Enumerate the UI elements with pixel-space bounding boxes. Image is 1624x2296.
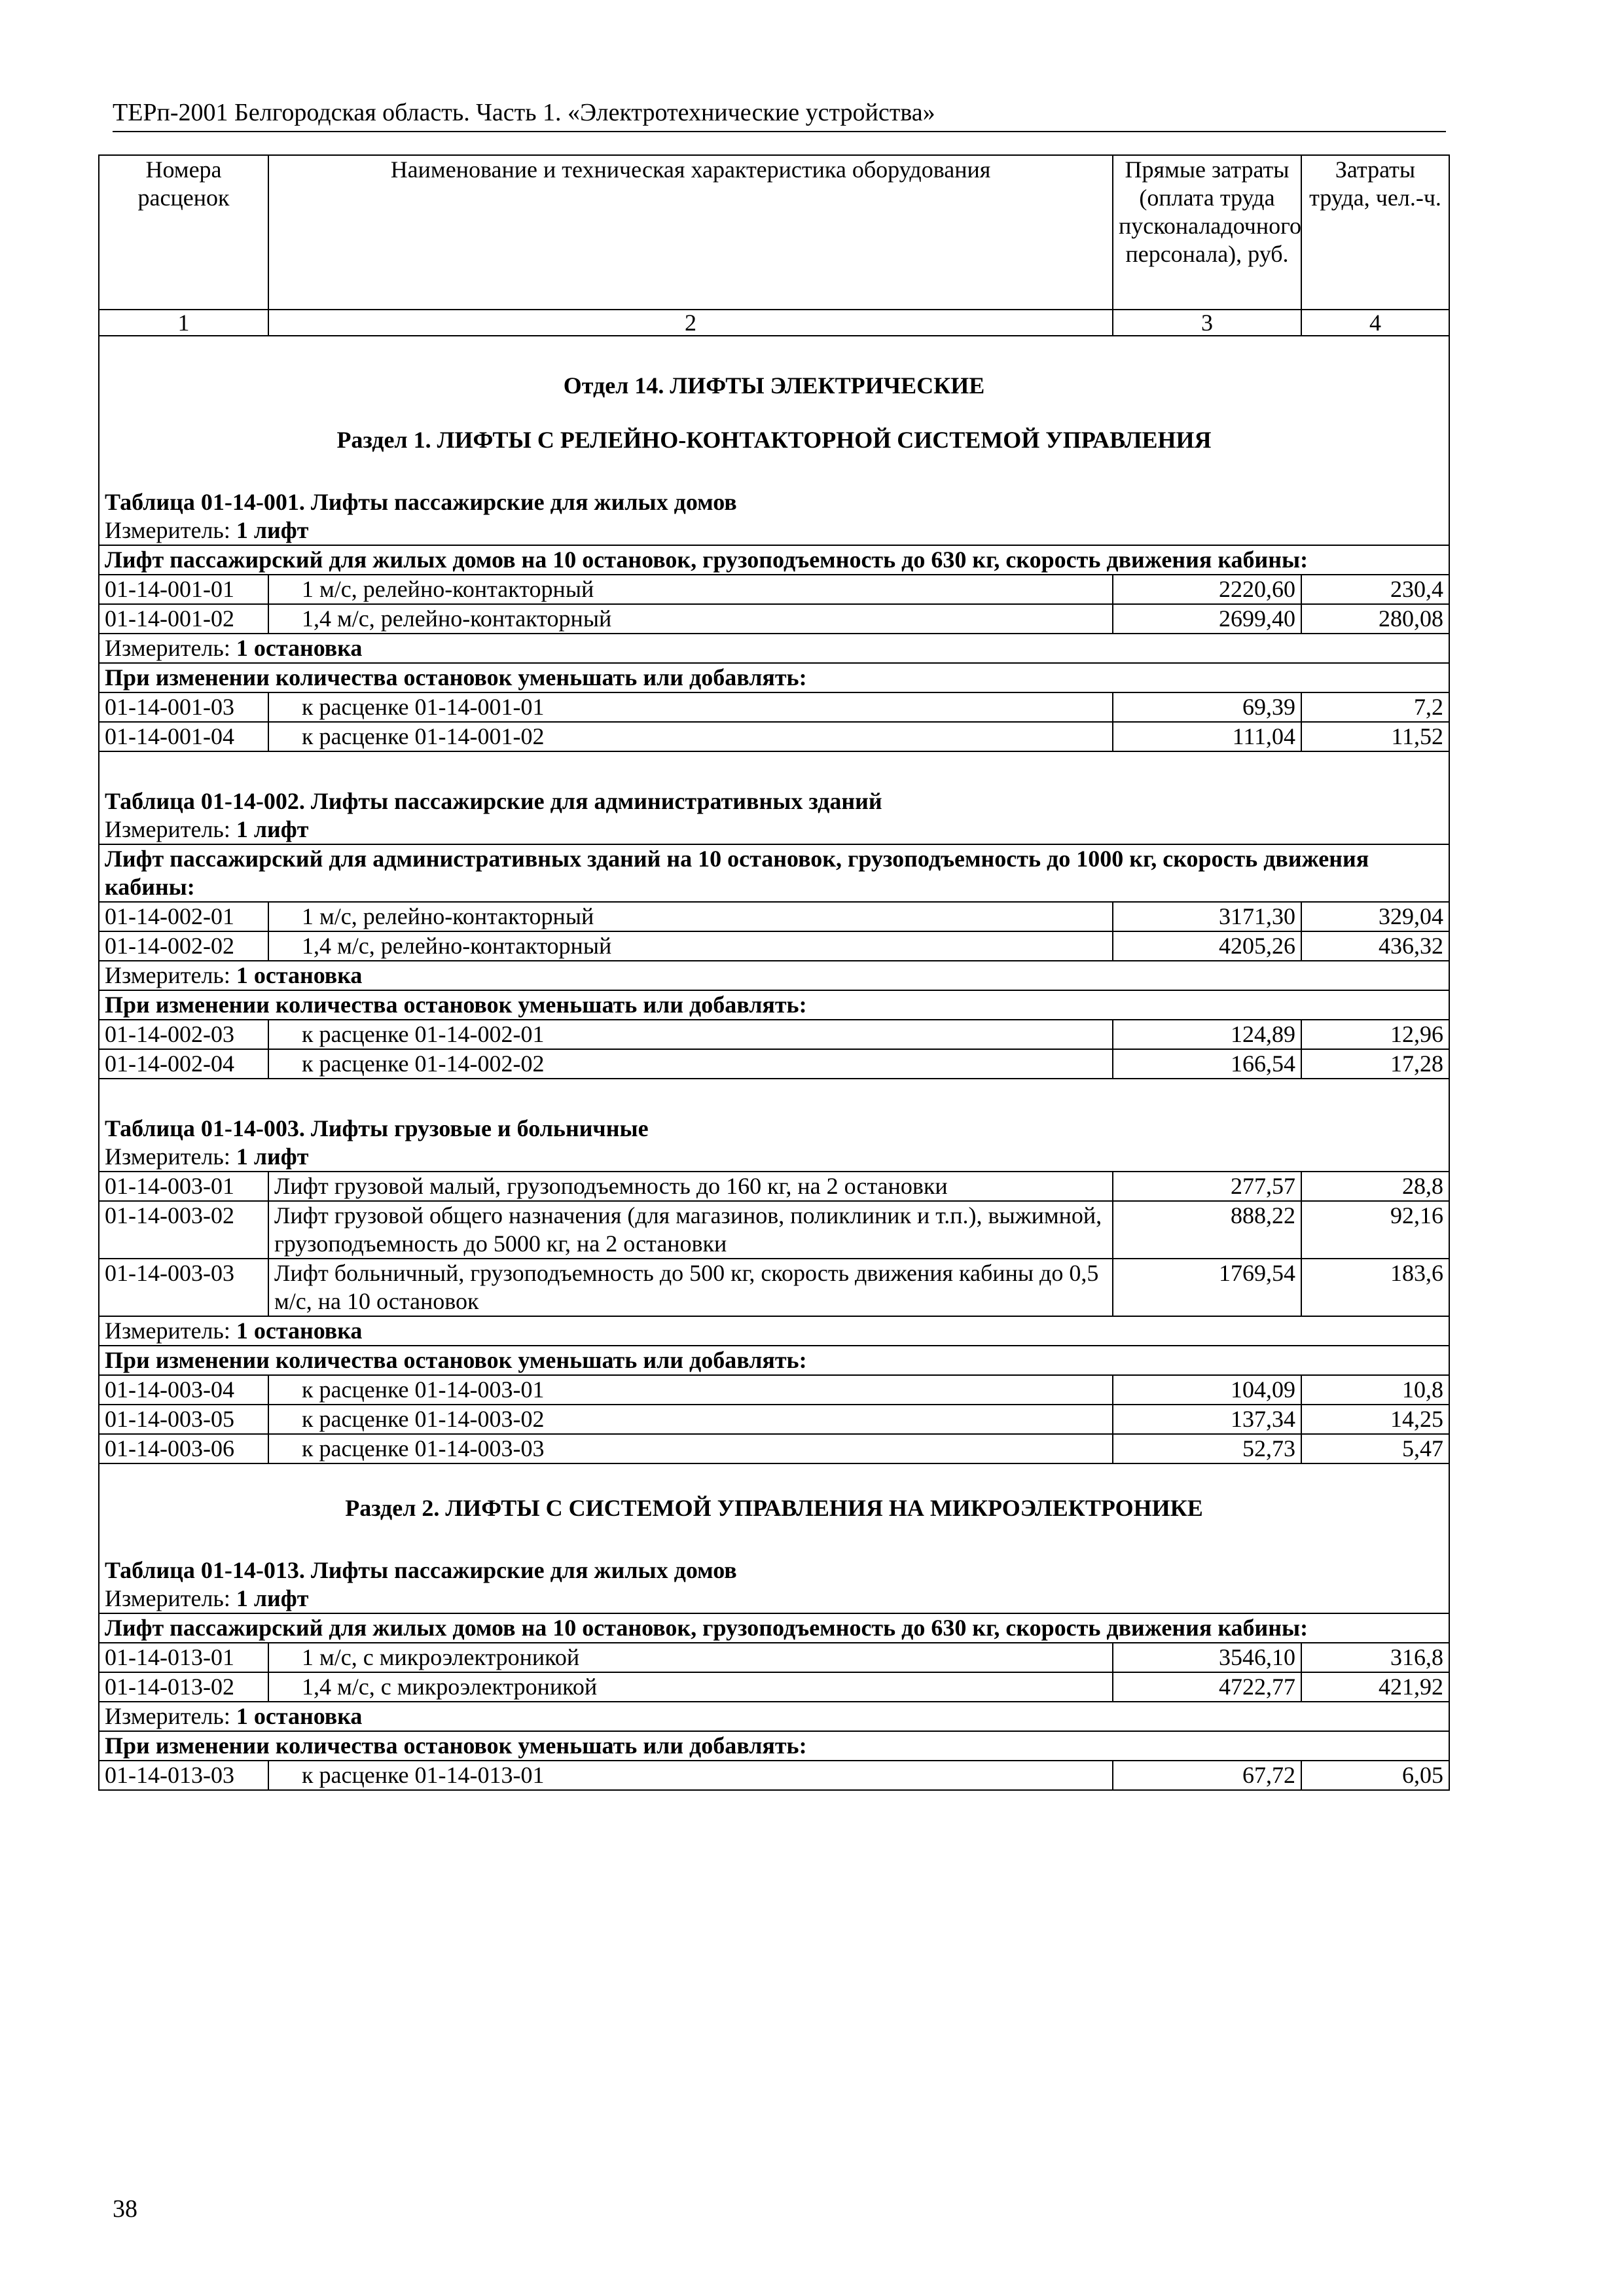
change-note: При изменении количества остановок уменьшать или добавлять:: [99, 1731, 1449, 1761]
table-row: [99, 1672, 1449, 1702]
measure-label: Измеритель:: [105, 962, 230, 988]
rate-labor: 28,8: [1301, 1172, 1449, 1201]
table-row: [99, 1761, 1449, 1790]
measure-value: 1 остановка: [236, 1703, 363, 1729]
page-number: 38: [113, 2195, 137, 2223]
measure-label: Измеритель:: [105, 1143, 230, 1170]
rate-labor: 17,28: [1301, 1049, 1449, 1079]
measure-value: 1 остановка: [236, 962, 363, 988]
rate-name: к расценке 01-14-003-03: [268, 1434, 1113, 1463]
rate-cost: 137,34: [1113, 1405, 1301, 1434]
table-row: [99, 1405, 1449, 1434]
col-header-code: Номера расценок: [99, 155, 268, 310]
rate-code: 01-14-013-01: [99, 1643, 268, 1672]
measure-value: 1 лифт: [236, 1143, 309, 1170]
table-row: [99, 1049, 1449, 1079]
rate-code: 01-14-003-06: [99, 1434, 268, 1463]
col-header-name: Наименование и техническая характеристика оборудования: [268, 155, 1113, 310]
rate-labor: 6,05: [1301, 1761, 1449, 1790]
rate-name: к расценке 01-14-001-01: [268, 692, 1113, 722]
rate-cost: 67,72: [1113, 1761, 1301, 1790]
rate-labor: 5,47: [1301, 1434, 1449, 1463]
rates-table-frame: [98, 154, 1449, 2139]
rate-name: Лифт грузовой общего назначения (для магазинов, поликлиник и т.п.), выжимной, грузоподъемность до 5000 кг, на 2 остановки: [268, 1201, 1113, 1259]
rate-name: к расценке 01-14-002-01: [268, 1020, 1113, 1049]
rate-labor: 14,25: [1301, 1405, 1449, 1434]
rate-cost: 2699,40: [1113, 604, 1301, 634]
part-1-title: Раздел 1. ЛИФТЫ С РЕЛЕЙНО-КОНТАКТОРНОЙ СИСТЕМОЙ УПРАВЛЕНИЯ: [99, 426, 1449, 454]
table-row: [99, 575, 1449, 604]
measure-label: Измеритель:: [105, 816, 230, 842]
rate-code: 01-14-001-03: [99, 692, 268, 722]
table-row: [99, 692, 1449, 722]
col-number-3: 3: [1113, 310, 1301, 336]
measure-row: [99, 1702, 1449, 1731]
rate-code: 01-14-002-02: [99, 931, 268, 961]
rate-cost: 4205,26: [1113, 931, 1301, 961]
rate-code: 01-14-013-02: [99, 1672, 268, 1702]
measure-row: [99, 1143, 1449, 1172]
measure-label: Измеритель:: [105, 1703, 230, 1729]
rate-name: 1 м/с, релейно-контакторный: [268, 902, 1113, 931]
rate-labor: 12,96: [1301, 1020, 1449, 1049]
rate-name: 1,4 м/с, с микроэлектроникой: [268, 1672, 1113, 1702]
col-header-labor: Затраты труда, чел.-ч.: [1301, 155, 1449, 310]
rate-cost: 277,57: [1113, 1172, 1301, 1201]
rate-code: 01-14-001-02: [99, 604, 268, 634]
table-title: Таблица 01-14-003. Лифты грузовые и больничные: [99, 1115, 1449, 1143]
column-header-row: [99, 155, 1449, 310]
measure-row: [99, 1316, 1449, 1346]
col-number-1: 1: [99, 310, 268, 336]
group-heading: Лифт пассажирский для административных зданий на 10 остановок, грузоподъемность до 1000 кг, скорость движения кабины:: [99, 844, 1449, 902]
rate-cost: 69,39: [1113, 692, 1301, 722]
rate-cost: 166,54: [1113, 1049, 1301, 1079]
rate-labor: 230,4: [1301, 575, 1449, 604]
rate-code: 01-14-002-03: [99, 1020, 268, 1049]
change-note: При изменении количества остановок уменьшать или добавлять:: [99, 663, 1449, 692]
column-number-row: [99, 310, 1449, 336]
page-header: ТЕРп-2001 Белгородская область. Часть 1. «Электротехнические устройства»: [113, 99, 935, 126]
table-row: [99, 1020, 1449, 1049]
rate-cost: 4722,77: [1113, 1672, 1301, 1702]
rate-labor: 421,92: [1301, 1672, 1449, 1702]
rate-cost: 1769,54: [1113, 1259, 1301, 1316]
rate-cost: 2220,60: [1113, 575, 1301, 604]
rate-labor: 7,2: [1301, 692, 1449, 722]
rate-code: 01-14-003-05: [99, 1405, 268, 1434]
table-row: [99, 1172, 1449, 1201]
measure-label: Измеритель:: [105, 517, 230, 543]
table-row: [99, 1375, 1449, 1405]
table-title: Таблица 01-14-001. Лифты пассажирские для жилых домов: [99, 488, 1449, 516]
table-row: [99, 1434, 1449, 1463]
rate-name: 1,4 м/с, релейно-контакторный: [268, 604, 1113, 634]
rate-labor: 11,52: [1301, 722, 1449, 751]
table-row: [99, 1643, 1449, 1672]
rate-labor: 329,04: [1301, 902, 1449, 931]
rate-cost: 124,89: [1113, 1020, 1301, 1049]
rate-code: 01-14-001-04: [99, 722, 268, 751]
rate-code: 01-14-003-01: [99, 1172, 268, 1201]
measure-row: [99, 516, 1449, 545]
group-heading: Лифт пассажирский для жилых домов на 10 остановок, грузоподъемность до 630 кг, скорость движения кабины:: [99, 545, 1449, 575]
measure-value: 1 лифт: [236, 816, 309, 842]
rate-labor: 280,08: [1301, 604, 1449, 634]
rate-code: 01-14-013-03: [99, 1761, 268, 1790]
table-row: [99, 604, 1449, 634]
rate-labor: 316,8: [1301, 1643, 1449, 1672]
rate-code: 01-14-001-01: [99, 575, 268, 604]
rate-cost: 111,04: [1113, 722, 1301, 751]
rate-code: 01-14-002-01: [99, 902, 268, 931]
rate-name: к расценке 01-14-003-01: [268, 1375, 1113, 1405]
rate-name: 1,4 м/с, релейно-контакторный: [268, 931, 1113, 961]
rate-cost: 52,73: [1113, 1434, 1301, 1463]
table-title: Таблица 01-14-013. Лифты пассажирские для жилых домов: [99, 1556, 1449, 1585]
change-note: При изменении количества остановок уменьшать или добавлять:: [99, 990, 1449, 1020]
rate-cost: 104,09: [1113, 1375, 1301, 1405]
rate-labor: 10,8: [1301, 1375, 1449, 1405]
rate-code: 01-14-003-02: [99, 1201, 268, 1259]
rates-table: [98, 154, 1450, 1791]
col-number-2: 2: [268, 310, 1113, 336]
division-title: Отдел 14. ЛИФТЫ ЭЛЕКТРИЧЕСКИЕ: [99, 372, 1449, 400]
measure-value: 1 лифт: [236, 1585, 309, 1611]
col-header-cost: Прямые затраты (оплата труда пусконаладочного персонала), руб.: [1113, 155, 1301, 310]
rate-name: к расценке 01-14-002-02: [268, 1049, 1113, 1079]
measure-row: [99, 634, 1449, 663]
table-row: [99, 1201, 1449, 1259]
rate-name: к расценке 01-14-003-02: [268, 1405, 1113, 1434]
table-row: [99, 931, 1449, 961]
table-row: [99, 902, 1449, 931]
col-number-4: 4: [1301, 310, 1449, 336]
measure-row: [99, 1585, 1449, 1613]
measure-row: [99, 816, 1449, 844]
rate-name: к расценке 01-14-001-02: [268, 722, 1113, 751]
table-row: [99, 722, 1449, 751]
rate-cost: 3171,30: [1113, 902, 1301, 931]
table-title: Таблица 01-14-002. Лифты пассажирские для административных зданий: [99, 787, 1449, 816]
measure-label: Измеритель:: [105, 635, 230, 661]
rate-name: к расценке 01-14-013-01: [268, 1761, 1113, 1790]
measure-value: 1 остановка: [236, 1318, 363, 1344]
group-heading: Лифт пассажирский для жилых домов на 10 остановок, грузоподъемность до 630 кг, скорость движения кабины:: [99, 1613, 1449, 1643]
rate-cost: 3546,10: [1113, 1643, 1301, 1672]
measure-label: Измеритель:: [105, 1585, 230, 1611]
rate-code: 01-14-003-04: [99, 1375, 268, 1405]
part-2-title: Раздел 2. ЛИФТЫ С СИСТЕМОЙ УПРАВЛЕНИЯ НА МИКРОЭЛЕКТРОНИКЕ: [99, 1494, 1449, 1522]
header-rule: [113, 131, 1446, 132]
measure-value: 1 остановка: [236, 635, 363, 661]
measure-row: [99, 961, 1449, 990]
rate-code: 01-14-003-03: [99, 1259, 268, 1316]
rate-code: 01-14-002-04: [99, 1049, 268, 1079]
rate-name: Лифт больничный, грузоподъемность до 500 кг, скорость движения кабины до 0,5 м/с, на 10 остановок: [268, 1259, 1113, 1316]
rate-name: 1 м/с, релейно-контакторный: [268, 575, 1113, 604]
rate-cost: 888,22: [1113, 1201, 1301, 1259]
measure-label: Измеритель:: [105, 1318, 230, 1344]
rate-name: 1 м/с, с микроэлектроникой: [268, 1643, 1113, 1672]
table-row: [99, 1259, 1449, 1316]
rate-labor: 183,6: [1301, 1259, 1449, 1316]
change-note: При изменении количества остановок уменьшать или добавлять:: [99, 1346, 1449, 1375]
rate-labor: 436,32: [1301, 931, 1449, 961]
measure-value: 1 лифт: [236, 517, 309, 543]
rate-name: Лифт грузовой малый, грузоподъемность до 160 кг, на 2 остановки: [268, 1172, 1113, 1201]
rate-labor: 92,16: [1301, 1201, 1449, 1259]
